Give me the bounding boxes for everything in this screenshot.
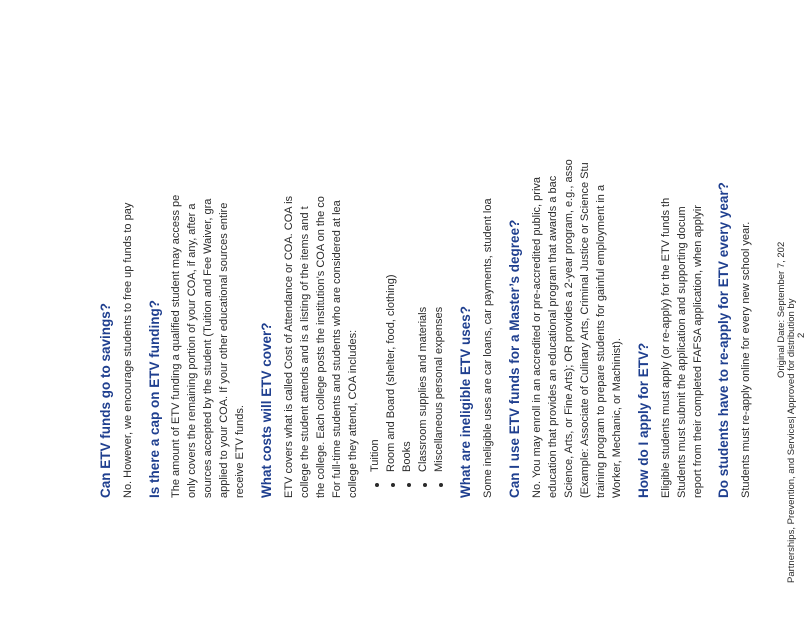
- body-text-line: No. However, we encourage students to free up funds to pay: [122, 202, 134, 498]
- body-text-line: receive ETV funds.: [234, 405, 246, 498]
- section-heading: What costs will ETV cover?: [259, 322, 274, 498]
- body-text-line: college they attend, COA includes:: [347, 329, 359, 498]
- body-text-line: Some ineligible uses are car loans, car payments, student loa: [482, 198, 494, 498]
- footer-original-date: Original Date: September 7, 202: [776, 241, 787, 378]
- section-heading: Can ETV funds go to savings?: [98, 302, 113, 498]
- bullet-icon: [407, 483, 411, 487]
- body-text-line: Worker, Mechanic, or Machinist).: [611, 338, 623, 498]
- bullet-item: Room and Board (shelter, food, clothing): [385, 274, 397, 472]
- bullet-item: Miscellaneous personal expenses: [433, 306, 445, 472]
- body-text-line: (Example: Associate of Culinary Arts, Criminal Justice or Science Stu: [579, 162, 591, 498]
- body-text-line: only covers the remaining portion of your COA, if any, after a: [186, 203, 198, 498]
- section-heading: Is there a cap on ETV funding?: [147, 299, 162, 498]
- bullet-item: Books: [401, 441, 413, 472]
- section-heading: Can I use ETV funds for a Master’s degree?: [507, 219, 522, 498]
- body-text-line: No. You may enroll in an accredited or pre-accredited public, priva: [531, 176, 543, 498]
- body-text-line: Eligible students must apply (or re-apply) for the ETV funds th: [660, 197, 672, 498]
- bullet-icon: [439, 483, 443, 487]
- body-text-line: ETV covers what is called Cost of Attendance or COA. COA is: [283, 195, 295, 498]
- body-text-line: the college. Each college posts the institution’s COA on the co: [315, 196, 327, 498]
- body-text-line: college the student attends and is a listing of the items and t: [299, 206, 311, 498]
- bullet-icon: [423, 483, 427, 487]
- body-text-line: training program to prepare students for gainful employment in a: [595, 184, 607, 498]
- body-text-line: education that provides an educational program that awards a bac: [547, 175, 559, 498]
- bullet-icon: [375, 483, 379, 487]
- body-text-line: The amount of ETV funding a qualified student may access pe: [170, 194, 182, 498]
- bullet-item: Classroom supplies and materials: [417, 306, 429, 472]
- body-text-line: For full-time students and students who are considered at lea: [331, 200, 343, 498]
- section-heading: How do I apply for ETV?: [636, 342, 651, 498]
- body-text-line: report from their completed FAFSA application, when applyir: [692, 205, 704, 498]
- footer-page-number: 2: [796, 332, 807, 338]
- body-text-line: Students must re-apply online for every new school year.: [740, 221, 752, 498]
- section-heading: Do students have to re-apply for ETV every year?: [716, 182, 731, 498]
- footer-approval-line: Partnerships, Prevention, and Services| Approved for distribution by: [786, 298, 797, 583]
- body-text-line: sources accepted by the student (Tuition and Fee Waiver, gra: [202, 198, 214, 498]
- body-text-line: Science, Arts, or Fine Arts); OR provides a 2-year program, e.g., asso: [563, 159, 575, 498]
- body-text-line: applied to your COA. If your other educational sources entire: [218, 202, 230, 498]
- bullet-item: Tuition: [369, 439, 381, 472]
- section-heading: What are ineligible ETV uses?: [458, 305, 473, 498]
- body-text-line: Students must submit the application and supporting docum: [676, 206, 688, 498]
- bullet-icon: [391, 483, 395, 487]
